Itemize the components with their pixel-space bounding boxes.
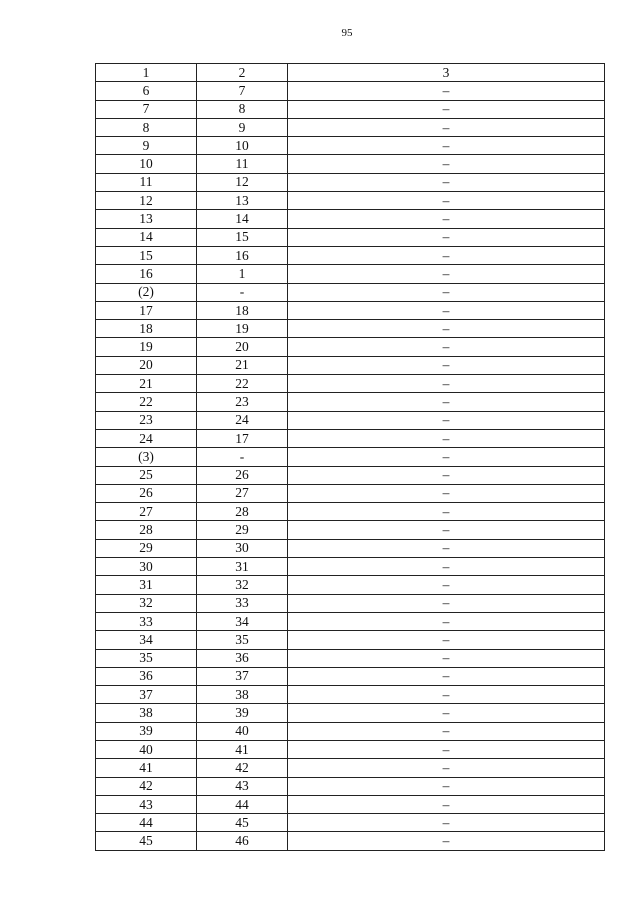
table-cell: (2) bbox=[96, 283, 197, 301]
table-cell: – bbox=[288, 429, 605, 447]
table-cell: 34 bbox=[96, 631, 197, 649]
table-cell: 13 bbox=[197, 192, 288, 210]
table-row bbox=[96, 631, 605, 649]
table-cell: 35 bbox=[96, 649, 197, 667]
table-row bbox=[96, 576, 605, 594]
table-cell: 21 bbox=[197, 356, 288, 374]
table-cell: 44 bbox=[96, 814, 197, 832]
table-cell: – bbox=[288, 448, 605, 466]
table-cell: 46 bbox=[197, 832, 288, 850]
table-row bbox=[96, 795, 605, 813]
table-cell: 36 bbox=[96, 667, 197, 685]
table-cell: 45 bbox=[197, 814, 288, 832]
table-cell: – bbox=[288, 411, 605, 429]
table-body bbox=[96, 64, 605, 851]
table-cell: 22 bbox=[96, 393, 197, 411]
table-row bbox=[96, 558, 605, 576]
table-cell: 15 bbox=[96, 246, 197, 264]
table-cell: 39 bbox=[197, 704, 288, 722]
table-cell: 28 bbox=[197, 503, 288, 521]
table-row bbox=[96, 137, 605, 155]
table-cell: - bbox=[197, 283, 288, 301]
table-cell: 16 bbox=[96, 265, 197, 283]
table-row bbox=[96, 466, 605, 484]
table-cell: 21 bbox=[96, 375, 197, 393]
table-cell: 11 bbox=[197, 155, 288, 173]
table-cell: (3) bbox=[96, 448, 197, 466]
table-cell: 10 bbox=[96, 155, 197, 173]
table-cell: – bbox=[288, 301, 605, 319]
table-cell: – bbox=[288, 521, 605, 539]
table-cell: 11 bbox=[96, 173, 197, 191]
table-cell: 38 bbox=[96, 704, 197, 722]
table-cell: 20 bbox=[96, 356, 197, 374]
table-row bbox=[96, 722, 605, 740]
table-row bbox=[96, 521, 605, 539]
table-row bbox=[96, 210, 605, 228]
table-cell: 43 bbox=[96, 795, 197, 813]
table-cell: 17 bbox=[197, 429, 288, 447]
table-row bbox=[96, 594, 605, 612]
table-row bbox=[96, 192, 605, 210]
table-cell: – bbox=[288, 375, 605, 393]
table-cell: 41 bbox=[96, 759, 197, 777]
table-row bbox=[96, 228, 605, 246]
table-cell: 31 bbox=[197, 558, 288, 576]
table-cell: – bbox=[288, 393, 605, 411]
table-cell: – bbox=[288, 228, 605, 246]
table-cell: 13 bbox=[96, 210, 197, 228]
table-cell: – bbox=[288, 192, 605, 210]
table-cell: – bbox=[288, 777, 605, 795]
table-cell: 10 bbox=[197, 137, 288, 155]
table-header-cell: 1 bbox=[96, 64, 197, 82]
table-cell: – bbox=[288, 118, 605, 136]
table-row bbox=[96, 667, 605, 685]
table-cell: – bbox=[288, 82, 605, 100]
table-cell: – bbox=[288, 759, 605, 777]
table-header-cell: 3 bbox=[288, 64, 605, 82]
table-cell: 45 bbox=[96, 832, 197, 850]
table-cell: 1 bbox=[197, 265, 288, 283]
table-row bbox=[96, 246, 605, 264]
table-row bbox=[96, 539, 605, 557]
table-row bbox=[96, 503, 605, 521]
table-cell: 35 bbox=[197, 631, 288, 649]
table-cell: 12 bbox=[96, 192, 197, 210]
table-row bbox=[96, 265, 605, 283]
table-cell: 7 bbox=[197, 82, 288, 100]
table-row bbox=[96, 759, 605, 777]
table-cell: – bbox=[288, 832, 605, 850]
table-row bbox=[96, 375, 605, 393]
table-cell: – bbox=[288, 814, 605, 832]
table-cell: 41 bbox=[197, 740, 288, 758]
table-cell: 26 bbox=[96, 484, 197, 502]
table-row bbox=[96, 356, 605, 374]
table-cell: 40 bbox=[96, 740, 197, 758]
table-cell: 19 bbox=[197, 320, 288, 338]
table-cell: – bbox=[288, 686, 605, 704]
table-row bbox=[96, 704, 605, 722]
table-cell: 25 bbox=[96, 466, 197, 484]
table-cell: 9 bbox=[197, 118, 288, 136]
table-cell: – bbox=[288, 667, 605, 685]
table-row bbox=[96, 429, 605, 447]
table-cell: – bbox=[288, 100, 605, 118]
table-cell: 15 bbox=[197, 228, 288, 246]
table-cell: 43 bbox=[197, 777, 288, 795]
table-cell: 28 bbox=[96, 521, 197, 539]
table-cell: 39 bbox=[96, 722, 197, 740]
page-number: 95 bbox=[341, 27, 353, 39]
table-cell: 23 bbox=[197, 393, 288, 411]
table-row bbox=[96, 777, 605, 795]
table-cell: 19 bbox=[96, 338, 197, 356]
table-cell: 24 bbox=[96, 429, 197, 447]
table-cell: 32 bbox=[197, 576, 288, 594]
table-cell: 14 bbox=[197, 210, 288, 228]
table-cell: – bbox=[288, 612, 605, 630]
table-row bbox=[96, 173, 605, 191]
table-cell: – bbox=[288, 594, 605, 612]
table-row bbox=[96, 814, 605, 832]
table-cell: 32 bbox=[96, 594, 197, 612]
table-cell: – bbox=[288, 539, 605, 557]
table-row bbox=[96, 320, 605, 338]
table-row bbox=[96, 832, 605, 850]
table-cell: – bbox=[288, 576, 605, 594]
table-cell: 33 bbox=[96, 612, 197, 630]
table-cell: – bbox=[288, 155, 605, 173]
table-cell: – bbox=[288, 484, 605, 502]
table-cell: 38 bbox=[197, 686, 288, 704]
table-header-row bbox=[96, 64, 605, 82]
table-cell: 9 bbox=[96, 137, 197, 155]
table-cell: 23 bbox=[96, 411, 197, 429]
table-cell: 18 bbox=[197, 301, 288, 319]
table-cell: - bbox=[197, 448, 288, 466]
table-cell: – bbox=[288, 704, 605, 722]
table-cell: 37 bbox=[197, 667, 288, 685]
table-cell: – bbox=[288, 320, 605, 338]
table-cell: 34 bbox=[197, 612, 288, 630]
table-cell: – bbox=[288, 265, 605, 283]
table-cell: – bbox=[288, 283, 605, 301]
table-cell: 44 bbox=[197, 795, 288, 813]
table-cell: 12 bbox=[197, 173, 288, 191]
table-row bbox=[96, 484, 605, 502]
table-cell: 20 bbox=[197, 338, 288, 356]
table-cell: – bbox=[288, 356, 605, 374]
table-row bbox=[96, 649, 605, 667]
table-cell: 17 bbox=[96, 301, 197, 319]
table-cell: – bbox=[288, 466, 605, 484]
table-cell: – bbox=[288, 246, 605, 264]
table-cell: 18 bbox=[96, 320, 197, 338]
table-cell: 26 bbox=[197, 466, 288, 484]
table-cell: 16 bbox=[197, 246, 288, 264]
table-cell: 40 bbox=[197, 722, 288, 740]
table-cell: 27 bbox=[197, 484, 288, 502]
table-cell: – bbox=[288, 558, 605, 576]
table-row bbox=[96, 686, 605, 704]
table-cell: 24 bbox=[197, 411, 288, 429]
table-row bbox=[96, 411, 605, 429]
table-cell: 36 bbox=[197, 649, 288, 667]
table-row bbox=[96, 283, 605, 301]
table-cell: – bbox=[288, 740, 605, 758]
table-cell: – bbox=[288, 649, 605, 667]
table-cell: 29 bbox=[197, 521, 288, 539]
table-cell: – bbox=[288, 338, 605, 356]
table-cell: – bbox=[288, 173, 605, 191]
table-cell: 42 bbox=[197, 759, 288, 777]
table-row bbox=[96, 301, 605, 319]
table-cell: 30 bbox=[96, 558, 197, 576]
table-cell: – bbox=[288, 503, 605, 521]
data-table bbox=[95, 63, 605, 851]
table-row bbox=[96, 82, 605, 100]
table-row bbox=[96, 612, 605, 630]
table-cell: 7 bbox=[96, 100, 197, 118]
table-row bbox=[96, 338, 605, 356]
table-row bbox=[96, 740, 605, 758]
table-cell: 29 bbox=[96, 539, 197, 557]
table-cell: 37 bbox=[96, 686, 197, 704]
table-cell: 30 bbox=[197, 539, 288, 557]
table-cell: 42 bbox=[96, 777, 197, 795]
table-cell: – bbox=[288, 722, 605, 740]
table-cell: – bbox=[288, 137, 605, 155]
table-cell: 14 bbox=[96, 228, 197, 246]
table-row bbox=[96, 448, 605, 466]
table-cell: 8 bbox=[96, 118, 197, 136]
table-cell: 22 bbox=[197, 375, 288, 393]
table-cell: – bbox=[288, 210, 605, 228]
table-row bbox=[96, 118, 605, 136]
table-cell: 6 bbox=[96, 82, 197, 100]
table-cell: 8 bbox=[197, 100, 288, 118]
table-cell: 27 bbox=[96, 503, 197, 521]
table-cell: – bbox=[288, 795, 605, 813]
table-cell: – bbox=[288, 631, 605, 649]
table-row bbox=[96, 393, 605, 411]
table-row bbox=[96, 155, 605, 173]
table-header-cell: 2 bbox=[197, 64, 288, 82]
table-row bbox=[96, 100, 605, 118]
table-cell: 31 bbox=[96, 576, 197, 594]
table-cell: 33 bbox=[197, 594, 288, 612]
